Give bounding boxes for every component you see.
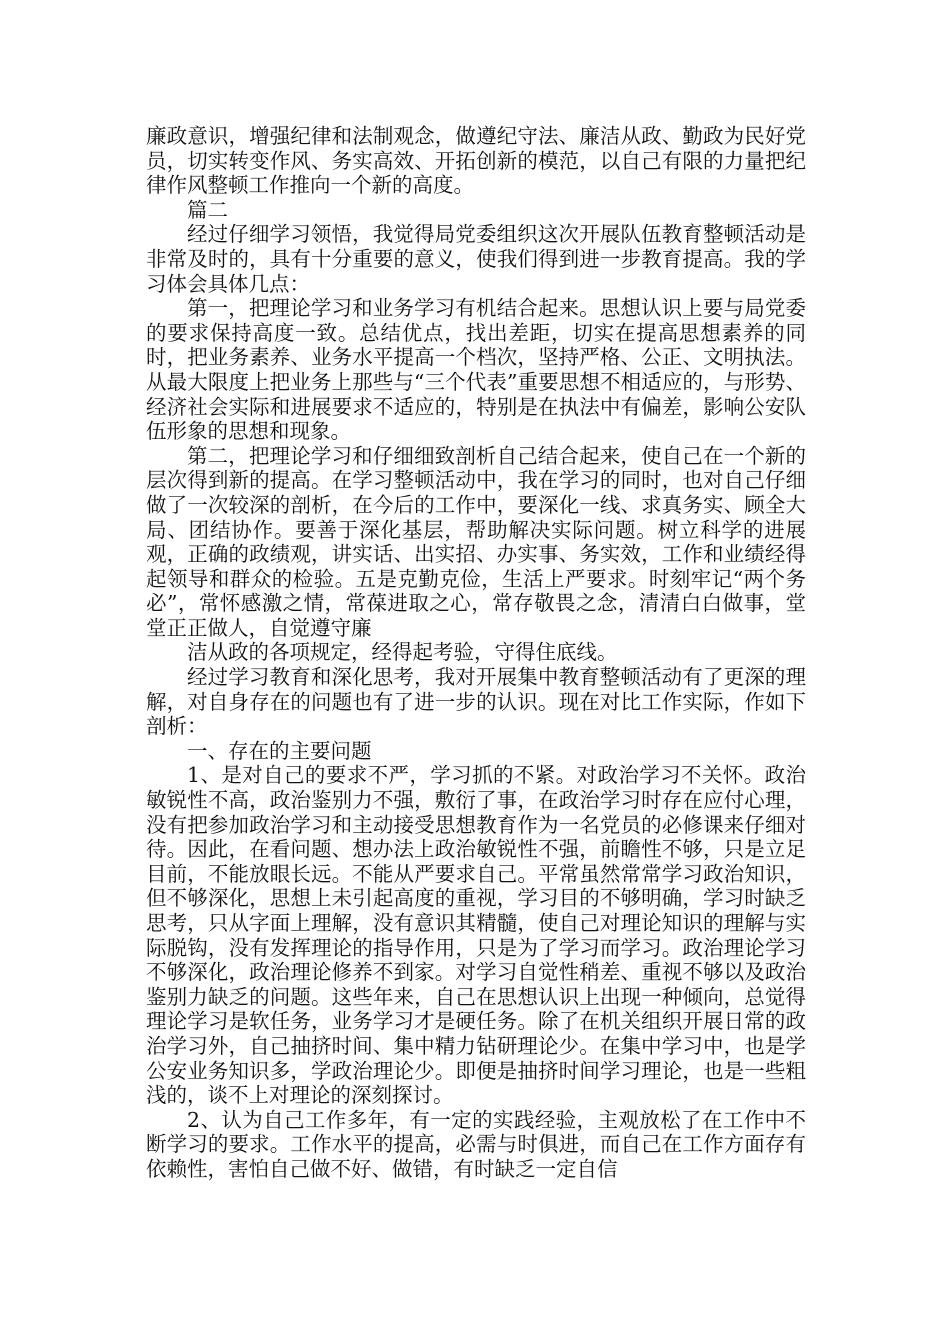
paragraph-10: 2、认为自己工作多年，有一定的实践经验，主观放松了在工作中不断学习的要求。工作水平的提高，必需与时俱进，而自己在工作方面存有依赖性，害怕自己做不好、做错，有时缺乏一定自信 (146, 1107, 806, 1181)
document-page (146, 124, 806, 1182)
paragraph-6: 洁从政的各项规定，经得起考验，守得住底线。 (187, 640, 618, 665)
paragraph-1: 廉政意识，增强纪律和法制观念，做遵纪守法、廉洁从政、勤政为民好党员，切实转变作风、务实高效、开拓创新的模范，以自己有限的力量把纪律作风整顿工作推向一个新的高度。 (146, 124, 806, 198)
paragraph-3: 经过仔细学习领悟，我觉得局党委组织这次开展队伍教育整顿活动是非常及时的，具有十分重要的意义，使我们得到进一步教育提高。我的学习体会具体几点： (146, 222, 806, 296)
paragraph-7: 经过学习教育和深化思考，我对开展集中教育整顿活动有了更深的理解，对自身存在的问题也有了进一步的认识。现在对比工作实际，作如下剖析： (146, 665, 806, 739)
paragraph-4: 第一，把理论学习和业务学习有机结合起来。思想认识上要与局党委的要求保持高度一致。总结优点，找出差距，切实在提高思想素养的同时，把业务素养、业务水平提高一个档次，坚持严格、公正、文明执法。从最大限度上把业务上那些与“三个代表”重要思想不相适应的，与形势、经济社会实际和进展要求不适应的，特别是在执法中有偏差，影响公安队伍形象的思想和现象。 (146, 296, 806, 444)
paragraph-9: 1、是对自己的要求不严，学习抓的不紧。对政治学习不关怀。政治敏锐性不高，政治鉴别力不强，敷衍了事，在政治学习时存在应付心理，没有把参加政治学习和主动接受思想教育作为一名党员的必修课来仔细对待。因此，在看问题、想办法上政治敏锐性不强，前瞻性不够，只是立足目前，不能放眼长远。不能从严要求自己。平常虽然常常学习政治知识，但不够深化，思想上未引起高度的重视，学习目的不够明确，学习时缺乏思考，只从字面上理解，没有意识其精髓，使自己对理论知识的理解与实际脱钩，没有发挥理论的指导作用，只是为了学习而学习。政治理论学习不够深化，政治理论修养不到家。对学习自觉性稍差、重视不够以及政治鉴别力缺乏的问题。这些年来，自己在思想认识上出现一种倾向，总觉得理论学习是软任务，业务学习才是硬任务。除了在机关组织开展日常的政治学习外，自己抽挤时间、集中精力钻研理论少。在集中学习中，也是学公安业务知识多，学政治理论少。即便是抽挤时间学习理论，也是一些粗浅的，谈不上对理论的深刻探讨。 (146, 763, 806, 1108)
paragraph-5: 第二，把理论学习和仔细细致剖析自己结合起来，使自己在一个新的层次得到新的提高。在学习整顿活动中，我在学习的同时，也对自己仔细做了一次较深的剖析，在今后的工作中，要深化一线、求真务实、顾全大局、团结协作。要善于深化基层，帮助解决实际问题。树立科学的进展观，正确的政绩观，讲实话、出实招、办实事、务实效，工作和业绩经得起领导和群众的检验。五是克勤克俭，生活上严要求。时刻牢记“两个务必”，常怀感激之情，常葆进取之心，常存敬畏之念，清清白白做事，堂堂正正做人，自觉遵守廉 (146, 443, 806, 640)
section-heading-main-problems: 一、存在的主要问题 (187, 738, 372, 763)
section-heading-pian-er: 篇二 (187, 197, 228, 222)
